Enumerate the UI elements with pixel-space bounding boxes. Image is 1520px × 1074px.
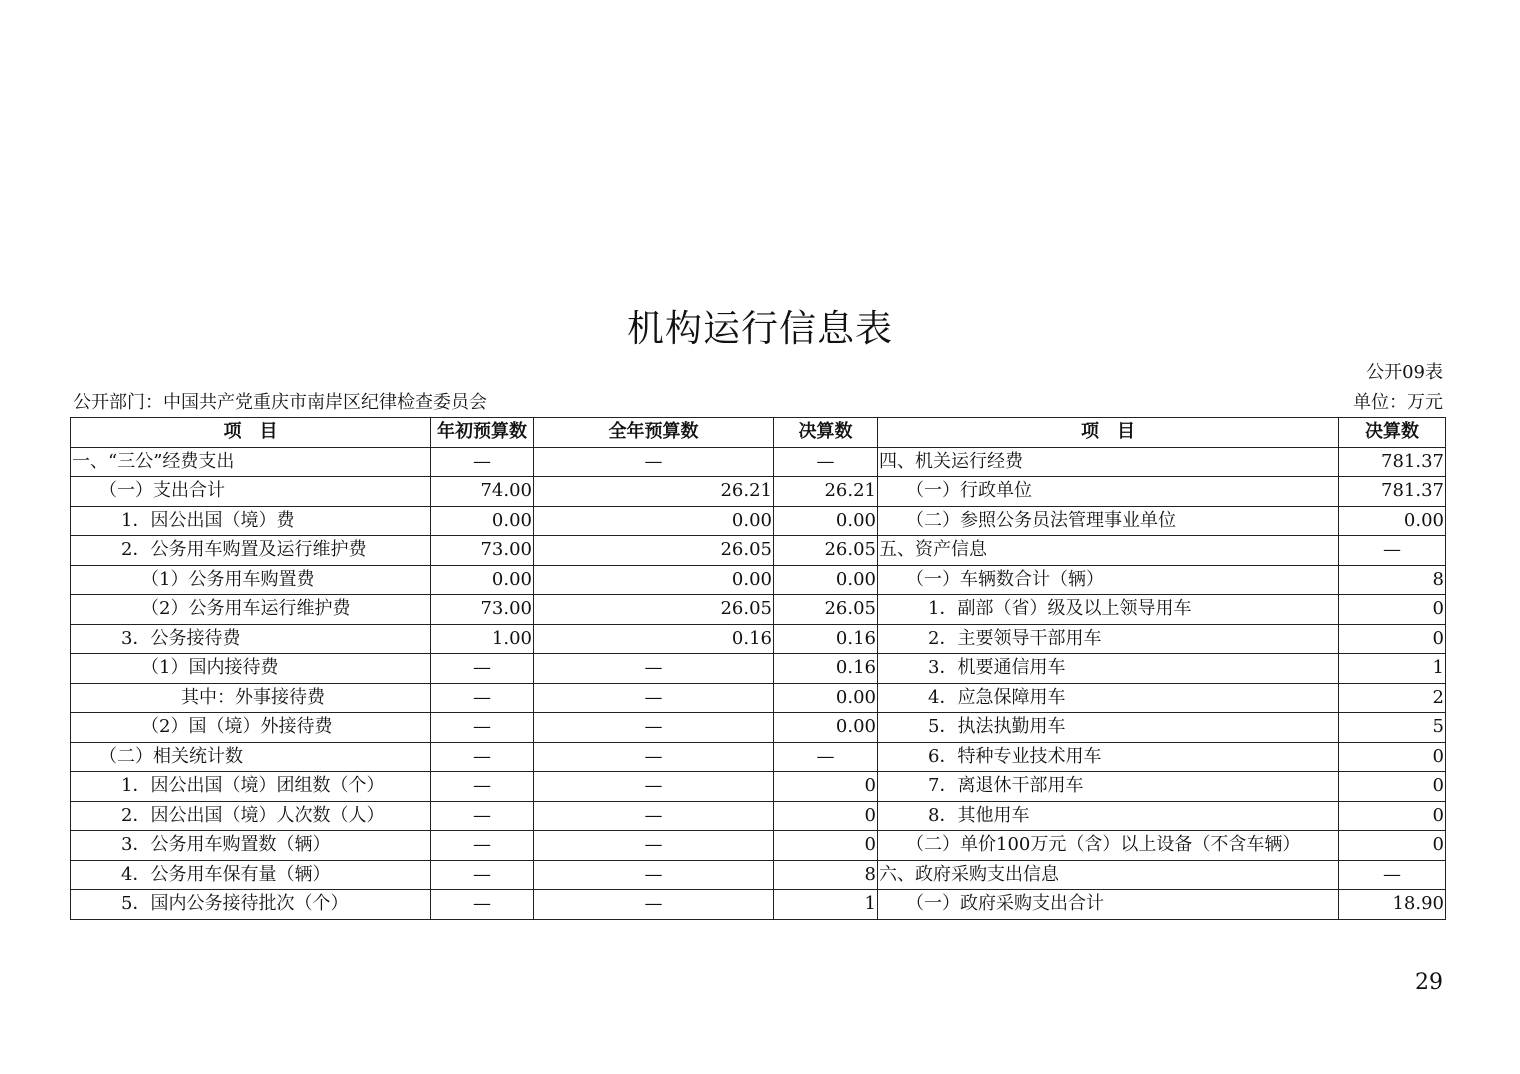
cell-final-2: 18.90 xyxy=(1339,890,1446,920)
cell-final: 0 xyxy=(774,831,878,861)
cell-annual-budget: 26.21 xyxy=(534,477,774,507)
table-row xyxy=(71,536,1446,566)
cell-initial-budget: — xyxy=(431,801,534,831)
unit-label: 单位：万元 xyxy=(1353,392,1443,413)
row-item-label-2: 3．机要通信用车 xyxy=(878,654,1339,684)
cell-final-2: 0 xyxy=(1339,595,1446,625)
table-row xyxy=(71,506,1446,536)
row-item-label: （一）支出合计 xyxy=(71,477,431,507)
cell-initial-budget: — xyxy=(431,683,534,713)
table-row xyxy=(71,801,1446,831)
cell-initial-budget: 73.00 xyxy=(431,536,534,566)
cell-final: 0.00 xyxy=(774,683,878,713)
row-item-label-2: 六、政府采购支出信息 xyxy=(878,860,1339,890)
form-number: 公开09表 xyxy=(1366,362,1443,383)
header-annual-budget: 全年预算数 xyxy=(534,418,774,448)
cell-final: 8 xyxy=(774,860,878,890)
row-item-label-2: 5．执法执勤用车 xyxy=(878,713,1339,743)
cell-final: 0.16 xyxy=(774,654,878,684)
cell-initial-budget: — xyxy=(431,654,534,684)
row-item-label: 其中：外事接待费 xyxy=(71,683,431,713)
header-initial-budget: 年初预算数 xyxy=(431,418,534,448)
row-item-label-2: 2．主要领导干部用车 xyxy=(878,624,1339,654)
table-row xyxy=(71,565,1446,595)
cell-initial-budget: 0.00 xyxy=(431,506,534,536)
cell-initial-budget: 1.00 xyxy=(431,624,534,654)
row-item-label: （二）相关统计数 xyxy=(71,742,431,772)
table-row xyxy=(71,713,1446,743)
row-item-label-2: （一）车辆数合计（辆） xyxy=(878,565,1339,595)
page-title: 机构运行信息表 xyxy=(627,307,893,350)
row-item-label: （1）国内接待费 xyxy=(71,654,431,684)
cell-annual-budget: 0.00 xyxy=(534,565,774,595)
cell-final-2: 8 xyxy=(1339,565,1446,595)
cell-final-2: 1 xyxy=(1339,654,1446,684)
cell-final-2: — xyxy=(1339,860,1446,890)
row-item-label: 1．因公出国（境）费 xyxy=(71,506,431,536)
cell-initial-budget: 73.00 xyxy=(431,595,534,625)
cell-final: 0 xyxy=(774,772,878,802)
row-item-label: 5．国内公务接待批次（个） xyxy=(71,890,431,920)
cell-annual-budget: 0.00 xyxy=(534,506,774,536)
cell-initial-budget: — xyxy=(431,713,534,743)
row-item-label-2: 4．应急保障用车 xyxy=(878,683,1339,713)
row-item-label-2: 8．其他用车 xyxy=(878,801,1339,831)
cell-initial-budget: 74.00 xyxy=(431,477,534,507)
row-item-label: （1）公务用车购置费 xyxy=(71,565,431,595)
cell-final-2: 0 xyxy=(1339,831,1446,861)
cell-annual-budget: — xyxy=(534,772,774,802)
cell-final: 0.00 xyxy=(774,713,878,743)
table-row xyxy=(71,595,1446,625)
row-item-label-2: 五、资产信息 xyxy=(878,536,1339,566)
row-item-label-2: 四、机关运行经费 xyxy=(878,447,1339,477)
row-item-label: （2）国（境）外接待费 xyxy=(71,713,431,743)
table-row xyxy=(71,860,1446,890)
row-item-label-2: 7．离退休干部用车 xyxy=(878,772,1339,802)
cell-final: 1 xyxy=(774,890,878,920)
cell-final: 26.05 xyxy=(774,536,878,566)
table-row xyxy=(71,890,1446,920)
cell-initial-budget: — xyxy=(431,890,534,920)
cell-annual-budget: — xyxy=(534,860,774,890)
cell-final-2: 0 xyxy=(1339,772,1446,802)
table-header-row xyxy=(71,418,1446,448)
page-number: 29 xyxy=(1415,970,1443,995)
cell-annual-budget: — xyxy=(534,801,774,831)
cell-final: 0 xyxy=(774,801,878,831)
cell-final-2: 0 xyxy=(1339,801,1446,831)
cell-final-2: 2 xyxy=(1339,683,1446,713)
cell-initial-budget: — xyxy=(431,742,534,772)
row-item-label-2: （二）参照公务员法管理事业单位 xyxy=(878,506,1339,536)
row-item-label-2: 1．副部（省）级及以上领导用车 xyxy=(878,595,1339,625)
row-item-label-2: 6．特种专业技术用车 xyxy=(878,742,1339,772)
table-row xyxy=(71,831,1446,861)
cell-final: 26.05 xyxy=(774,595,878,625)
department-label: 公开部门：中国共产党重庆市南岸区纪律检查委员会 xyxy=(73,392,487,413)
row-item-label: 2．因公出国（境）人次数（人） xyxy=(71,801,431,831)
table-row xyxy=(71,742,1446,772)
cell-final-2: 0 xyxy=(1339,624,1446,654)
cell-final: 0.00 xyxy=(774,506,878,536)
cell-final: 26.21 xyxy=(774,477,878,507)
row-item-label-2: （二）单价100万元（含）以上设备（不含车辆） xyxy=(878,831,1339,861)
cell-annual-budget: — xyxy=(534,742,774,772)
cell-final-2: 781.37 xyxy=(1339,447,1446,477)
table-row xyxy=(71,772,1446,802)
cell-initial-budget: — xyxy=(431,772,534,802)
cell-annual-budget: — xyxy=(534,683,774,713)
table-row xyxy=(71,654,1446,684)
cell-final: — xyxy=(774,742,878,772)
cell-final-2: 0.00 xyxy=(1339,506,1446,536)
table-row xyxy=(71,447,1446,477)
row-item-label: 4．公务用车保有量（辆） xyxy=(71,860,431,890)
cell-annual-budget: — xyxy=(534,713,774,743)
header-final-2: 决算数 xyxy=(1339,418,1446,448)
row-item-label-2: （一）行政单位 xyxy=(878,477,1339,507)
header-item-2: 项 目 xyxy=(878,418,1339,448)
cell-initial-budget: — xyxy=(431,831,534,861)
cell-annual-budget: — xyxy=(534,654,774,684)
cell-final-2: 5 xyxy=(1339,713,1446,743)
cell-initial-budget: — xyxy=(431,447,534,477)
cell-final: — xyxy=(774,447,878,477)
cell-annual-budget: 26.05 xyxy=(534,595,774,625)
cell-initial-budget: 0.00 xyxy=(431,565,534,595)
row-item-label: 2．公务用车购置及运行维护费 xyxy=(71,536,431,566)
cell-final: 0.00 xyxy=(774,565,878,595)
cell-final-2: — xyxy=(1339,536,1446,566)
cell-annual-budget: — xyxy=(534,447,774,477)
cell-annual-budget: — xyxy=(534,831,774,861)
cell-annual-budget: 26.05 xyxy=(534,536,774,566)
table-row xyxy=(71,477,1446,507)
info-table xyxy=(70,417,1446,920)
row-item-label: 3．公务用车购置数（辆） xyxy=(71,831,431,861)
cell-final-2: 0 xyxy=(1339,742,1446,772)
cell-final-2: 781.37 xyxy=(1339,477,1446,507)
row-item-label: 1．因公出国（境）团组数（个） xyxy=(71,772,431,802)
row-item-label-2: （一）政府采购支出合计 xyxy=(878,890,1339,920)
table-row xyxy=(71,683,1446,713)
header-item: 项 目 xyxy=(71,418,431,448)
table-row xyxy=(71,624,1446,654)
cell-annual-budget: — xyxy=(534,890,774,920)
cell-annual-budget: 0.16 xyxy=(534,624,774,654)
cell-final: 0.16 xyxy=(774,624,878,654)
cell-initial-budget: — xyxy=(431,860,534,890)
header-final: 决算数 xyxy=(774,418,878,448)
row-item-label: 3．公务接待费 xyxy=(71,624,431,654)
row-item-label: （2）公务用车运行维护费 xyxy=(71,595,431,625)
row-item-label: 一、“三公”经费支出 xyxy=(71,447,431,477)
